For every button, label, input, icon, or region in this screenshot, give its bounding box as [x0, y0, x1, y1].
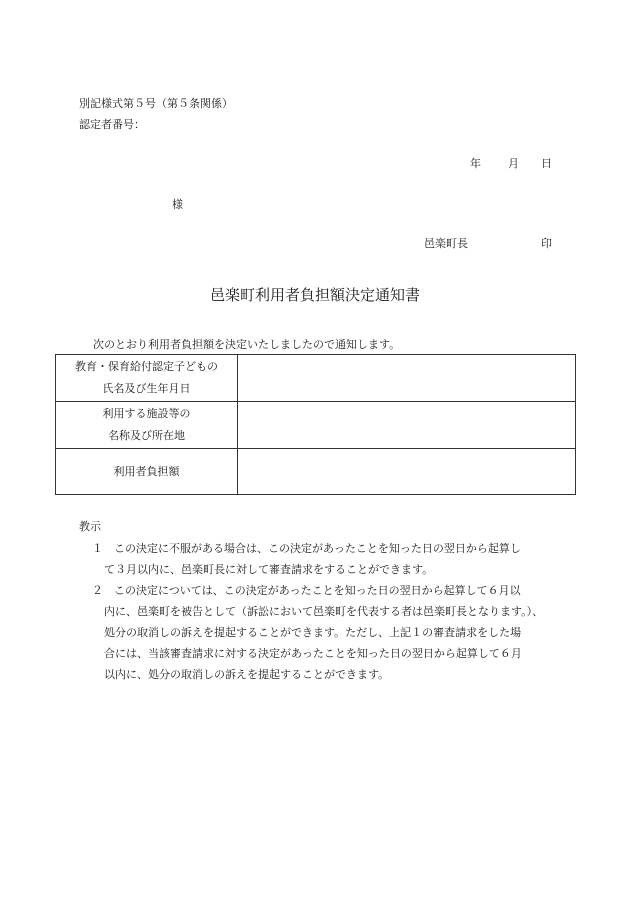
intro-text: 次のとおり利用者負担額を決定いたしましたので通知します。 — [93, 338, 401, 351]
date-year-label: 年 — [470, 157, 481, 170]
date-day-label: 日 — [541, 157, 552, 170]
certified-person-number-label: 認定者番号： — [79, 118, 145, 131]
notice-heading: 教示 — [79, 520, 101, 533]
seal-mark: 印 — [541, 237, 552, 250]
notice-item-2-line: 合には、当該審査請求に対する決定があったことを知った日の翌日から起算して６月 — [104, 647, 522, 660]
notice-item-1-line: １ この決定に不服がある場合は、この決定があったことを知った日の翌日から起算し — [92, 542, 521, 555]
notice-item-2-line: 内に、邑楽町を被告として（訴訟において邑楽町を代表する者は邑楽町長となります。）、 — [104, 605, 544, 618]
child-name-value-cell — [238, 355, 576, 402]
form-number-label: 別記様式第５号（第５条関係） — [79, 97, 233, 110]
addressee-honorific: 様 — [172, 198, 183, 211]
burden-amount-value-cell — [238, 449, 576, 495]
table-row — [56, 402, 576, 449]
date-month-label: 月 — [508, 157, 519, 170]
document-title: 邑楽町利用者負担額決定通知書 — [209, 286, 420, 304]
notice-item-2-line: ２ この決定については、この決定があったことを知った日の翌日から起算して６月以 — [92, 584, 521, 597]
row-label-line: 利用する施設等の — [102, 407, 191, 420]
notice-item-2-line: 以内に、処分の取消しの訴えを提起することができます。 — [104, 668, 390, 681]
row-label-line: 氏名及び生年月日 — [102, 382, 191, 395]
info-table — [55, 354, 576, 495]
table-row — [56, 449, 576, 495]
sender-mayor: 邑楽町長 — [424, 237, 468, 250]
row-label-line: 教育・保育給付認定子どもの — [75, 360, 218, 373]
row-label-line: 名称及び所在地 — [108, 429, 185, 442]
notice-item-2-line: 処分の取消しの訴えを提起することができます。ただし、上記１の審査請求をした場 — [104, 626, 522, 639]
row-label-line: 利用者負担額 — [113, 464, 180, 478]
facility-value-cell — [238, 402, 576, 449]
notice-item-1-line: て３月以内に、邑楽町長に対して審査請求をすることができます。 — [104, 563, 434, 576]
row-label-facility — [56, 402, 238, 449]
row-label-child-name — [56, 355, 238, 402]
row-label-burden-amount — [56, 449, 238, 495]
table-row — [56, 355, 576, 402]
